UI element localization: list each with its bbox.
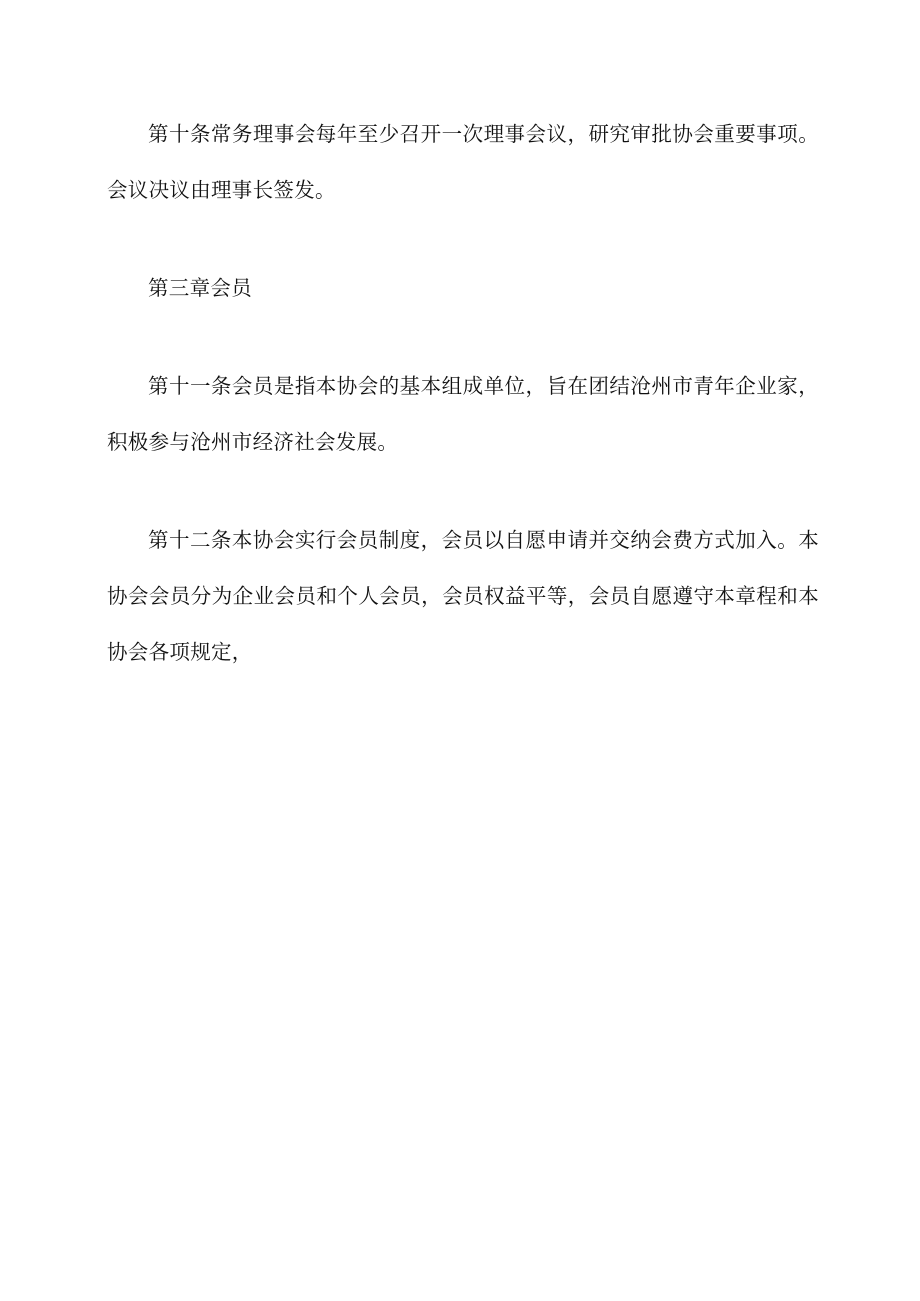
chapter-3-heading: 第三章会员 (148, 276, 252, 300)
article-11-paragraph: 第十一条会员是指本协会的基本组成单位，旨在团结沧州市青年企业家，积极参与沧州市经济社会发展。 (107, 374, 819, 454)
article-12-paragraph: 第十二条本协会实行会员制度，会员以自愿申请并交纳会费方式加入。本协会会员分为企业会员和个人会员，会员权益平等，会员自愿遵守本章程和本协会各项规定， (107, 528, 819, 664)
article-10-paragraph: 第十条常务理事会每年至少召开一次理事会议，研究审批协会重要事项。会议决议由理事长签发。 (107, 122, 819, 202)
document-body (107, 106, 819, 722)
